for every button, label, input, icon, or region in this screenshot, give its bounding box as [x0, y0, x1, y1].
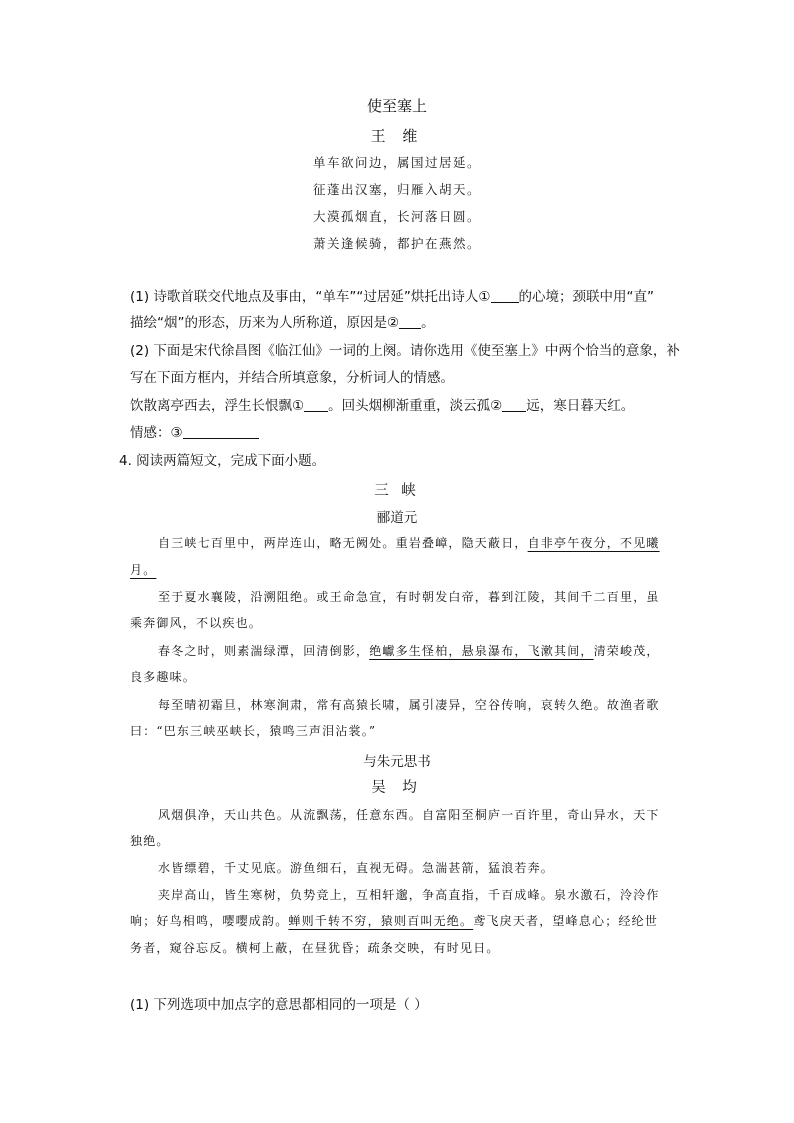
essay2-para2: 水皆缥碧，千丈见底。游鱼细石，直视无碍。急湍甚箭，猛浪若奔。	[158, 861, 555, 875]
essay1-para1-line1: 自三峡七百里中，两岸连山，略无阙处。重岩叠嶂，隐天蔽日，自非亭午夜分，不见曦	[158, 536, 660, 550]
poem-title: 使至塞上	[366, 97, 427, 115]
essay1-author: 郦道元	[376, 510, 418, 526]
essay1-title: 三 峡	[374, 483, 420, 499]
q3-part2-line2: 写在下面方框内，并结合所填意象，分析词人的情感。	[130, 370, 454, 386]
essay1-para4-line2: 曰：“巴东三峡巫峡长，猿鸣三声泪沾裳。”	[130, 724, 377, 738]
essay2-para3-line1: 夹岸高山，皆生寒树，负势竞上，互相轩邈，争高直指，千百成峰。泉水激石，泠泠作	[158, 888, 660, 902]
blank-5[interactable]	[183, 424, 259, 439]
essay2-para3-line2: 响；好鸟相鸣，嘤嘤成韵。蝉则千转不穷，猿则百叫无绝。鸢飞戾天者，望峰息心；经纶世	[130, 914, 659, 928]
blank-4[interactable]	[502, 397, 526, 412]
essay2-author: 吴 均	[371, 780, 423, 796]
essay1-para2-line1: 至于夏水襄陵，沿溯阻绝。或王命急宣，有时朝发白帝，暮到江陵，其间千二百里，虽	[158, 590, 660, 604]
blank-2[interactable]	[399, 314, 421, 329]
q3-poem-fill-line: 饮散离亭西去，浮生长恨飘① 。回头烟柳渐重重，淡云孤② 远，寒日暮天红。	[130, 398, 635, 414]
essay1-para3-line1: 春冬之时，则素湍绿潭，回清倒影，绝巘多生怪柏，悬泉瀑布，飞漱其间，清荣峻茂，	[158, 644, 660, 658]
essay1-para3-line2: 良多趣味。	[130, 670, 197, 684]
essay1-para1-line2: 月。	[130, 563, 157, 577]
essay2-title: 与朱元思书	[363, 754, 431, 770]
blank-3[interactable]	[304, 397, 328, 412]
poem-line-2: 征蓬出汉塞，归雁入胡天。	[312, 182, 481, 197]
poem-author: 王 维	[370, 127, 424, 145]
q3-part1-line1: (1) 诗歌首联交代地点及事由，“单车”“过居延”烘托出诗人① 的心境；颈联中用“直”	[130, 289, 654, 305]
essay1-para2-line2: 乘奔御风，不以疾也。	[130, 616, 263, 630]
q3-part1-line2: 描绘“烟”的形态，历来为人所称道，原因是② 。	[130, 315, 435, 331]
essay2-para1-line1: 风烟俱净，天山共色。从流飘荡，任意东西。自富阳至桐庐一百许里，奇山异水，天下	[158, 808, 660, 822]
q3-part2-line1: (2) 下面是宋代徐昌图《临江仙》一词的上阕。请你选用《使至塞上》中两个恰当的意象，补	[130, 343, 680, 359]
essay2-para3-line3: 务者，窥谷忘反。横柯上蔽，在昼犹昏；疏条交映，有时见日。	[130, 941, 500, 955]
essay1-para4-line1: 每至晴初霜旦，林寒涧肃，常有高猿长啸，属引凄异，空谷传响，哀转久绝。故渔者歌	[158, 698, 660, 712]
q4-subquestion-1: (1) 下列选项中加点字的意思都相同的一项是（ ）	[130, 997, 428, 1013]
poem-line-1: 单车欲问边，属国过居延。	[312, 155, 481, 170]
blank-1[interactable]	[491, 288, 519, 303]
poem-line-4: 萧关逢候骑，都护在燕然。	[312, 236, 481, 251]
q3-emotion-line: 情感：③	[130, 424, 259, 442]
essay2-para1-line2: 独绝。	[130, 834, 170, 848]
poem-line-3: 大漠孤烟直，长河落日圆。	[312, 209, 481, 224]
q4-heading: 4. 阅读两篇短文，完成下面小题。	[119, 453, 326, 469]
